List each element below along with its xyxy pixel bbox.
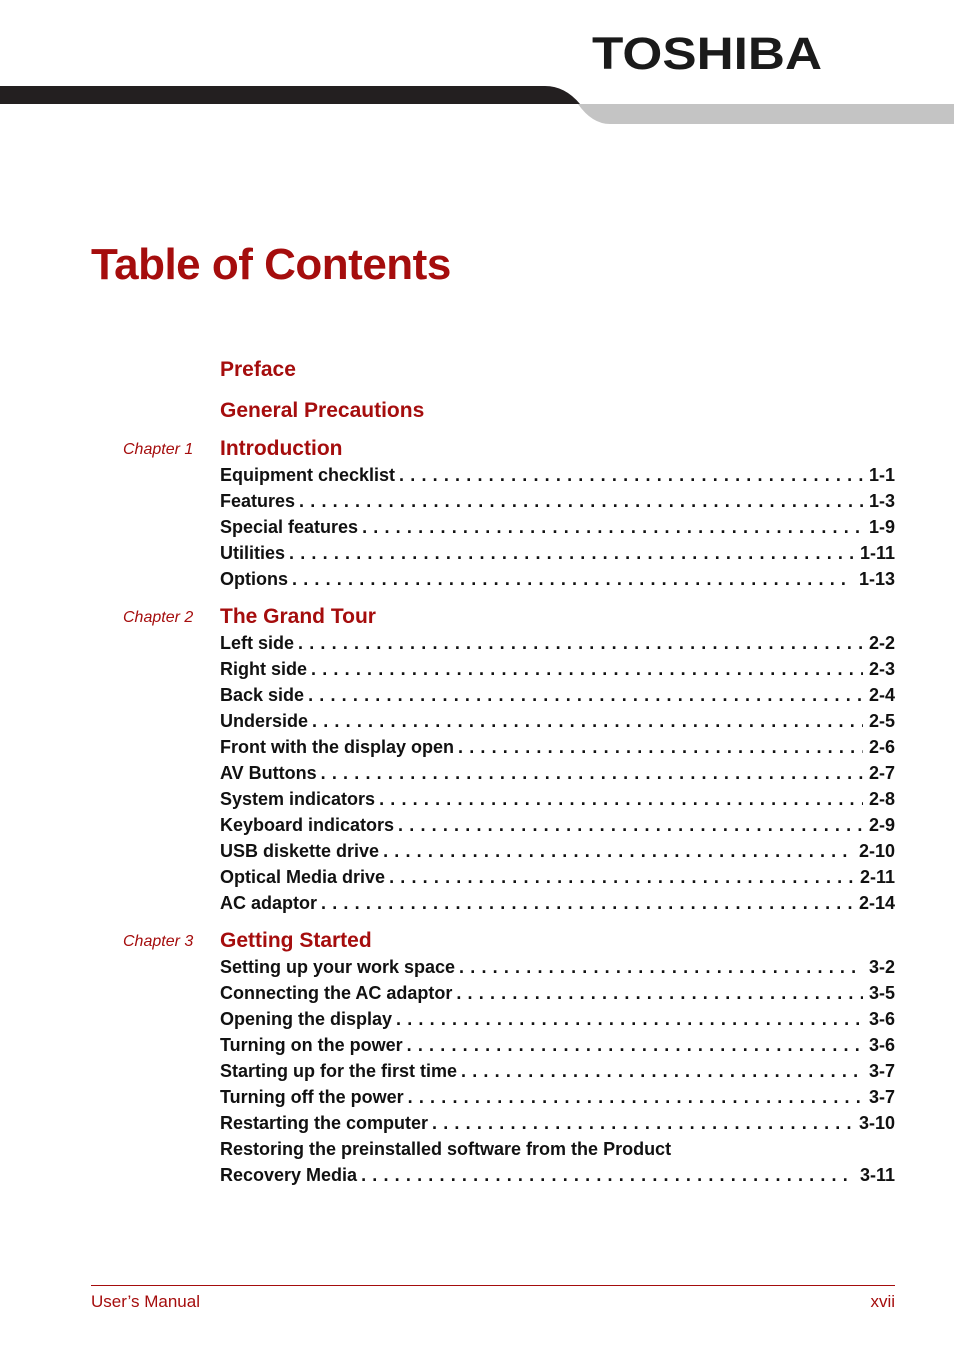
entry-text: Turning off the power xyxy=(220,1087,404,1107)
entry-text: Left side xyxy=(220,633,295,653)
entry-page: 1-3 xyxy=(868,491,895,511)
entry-page: 3-11 xyxy=(859,1165,895,1185)
toshiba-logo xyxy=(592,31,824,75)
toc-entry[interactable] xyxy=(220,734,895,760)
toc-entry[interactable] xyxy=(220,838,895,864)
toc-entry[interactable] xyxy=(220,630,895,656)
entry-text: USB diskette drive xyxy=(220,841,380,861)
entry-text: Utilities xyxy=(220,543,286,563)
toc-entry[interactable] xyxy=(220,682,895,708)
chapter-entries xyxy=(220,954,895,1188)
entry-text: Optical Media drive xyxy=(220,867,386,887)
entry-page: 2-7 xyxy=(868,763,895,783)
entry-text: Special features xyxy=(220,517,359,537)
entry-text: Turning on the power xyxy=(220,1035,403,1055)
dot-leader xyxy=(407,1032,863,1058)
dot-leader xyxy=(321,760,863,786)
toc-entry[interactable] xyxy=(220,708,895,734)
toc-entry[interactable] xyxy=(220,1162,895,1188)
entry-page: 2-9 xyxy=(868,815,895,835)
toc-entry[interactable] xyxy=(220,540,895,566)
entry-text: Features xyxy=(220,491,296,511)
chapter-entries xyxy=(220,630,895,916)
toc-entry[interactable] xyxy=(220,488,895,514)
entry-page: 1-13 xyxy=(858,569,895,589)
entry-page: 1-1 xyxy=(868,465,895,485)
entry-page: 2-4 xyxy=(868,685,895,705)
entry-text: Options xyxy=(220,569,288,589)
entry-text: Equipment checklist xyxy=(220,465,396,485)
entry-page: 2-5 xyxy=(868,711,895,731)
dot-leader xyxy=(379,786,863,812)
entry-page: 3-6 xyxy=(868,1009,895,1029)
entry-text: Restarting the computer xyxy=(220,1113,429,1133)
toc-entry[interactable] xyxy=(220,812,895,838)
toc-entry[interactable] xyxy=(220,566,895,592)
entry-page: 3-5 xyxy=(868,983,895,1003)
dot-leader xyxy=(298,630,863,656)
dot-leader xyxy=(461,1058,863,1084)
dot-leader xyxy=(321,890,853,916)
entry-page: 3-7 xyxy=(868,1087,895,1107)
dot-leader xyxy=(398,812,863,838)
chapter-label: Chapter 3 xyxy=(123,933,194,950)
entry-page: 2-11 xyxy=(859,867,895,887)
entry-page: 3-2 xyxy=(868,957,895,977)
toshiba-logo-text: TOSHIBA xyxy=(592,31,822,75)
toc-entry[interactable] xyxy=(220,890,895,916)
toc-entry[interactable] xyxy=(220,656,895,682)
entry-text: Underside xyxy=(220,711,309,731)
toc-entry[interactable] xyxy=(220,786,895,812)
header-band xyxy=(0,84,954,126)
entry-text: Setting up your work space xyxy=(220,957,456,977)
dot-leader xyxy=(312,708,863,734)
chapter-label: Chapter 1 xyxy=(123,441,194,458)
entry-page: 2-10 xyxy=(858,841,895,861)
dot-leader xyxy=(399,462,863,488)
toc-entry-general-precautions[interactable]: General Precautions xyxy=(220,399,425,422)
entry-page: 3-7 xyxy=(868,1061,895,1081)
dot-leader xyxy=(289,540,854,566)
dot-leader xyxy=(362,514,863,540)
entry-page: 3-10 xyxy=(858,1113,895,1133)
entry-page: 2-2 xyxy=(868,633,895,653)
dot-leader xyxy=(432,1110,853,1136)
dot-leader xyxy=(408,1084,863,1110)
header-bar-dark xyxy=(0,86,580,104)
header-bar-light xyxy=(578,104,954,124)
entry-text: AV Buttons xyxy=(220,763,317,783)
toc-entry[interactable] xyxy=(220,514,895,540)
toc-entry[interactable] xyxy=(220,1058,895,1084)
entry-page: 2-8 xyxy=(868,789,895,809)
dot-leader xyxy=(456,980,863,1006)
entry-text: Front with the display open xyxy=(220,737,454,757)
entry-text: Right side xyxy=(220,659,308,679)
dot-leader xyxy=(458,734,863,760)
entry-text: System indicators xyxy=(220,789,376,809)
toc-entry[interactable] xyxy=(220,980,895,1006)
entry-text-continuation: Recovery Media xyxy=(220,1165,358,1185)
dot-leader xyxy=(311,656,863,682)
toc-entry[interactable] xyxy=(220,864,895,890)
entry-text: AC adaptor xyxy=(220,893,318,913)
dot-leader xyxy=(383,838,853,864)
entry-text: Opening the display xyxy=(220,1009,393,1029)
toc-entry[interactable] xyxy=(220,1006,895,1032)
dot-leader xyxy=(389,864,854,890)
dot-leader xyxy=(308,682,863,708)
toc-entry[interactable] xyxy=(220,1110,895,1136)
toc-entry[interactable] xyxy=(220,954,895,980)
chapter-label: Chapter 2 xyxy=(123,609,194,626)
entry-text: Keyboard indicators xyxy=(220,815,395,835)
toc-entry[interactable] xyxy=(220,1032,895,1058)
chapter-title[interactable]: Introduction xyxy=(220,437,343,460)
toc-entry[interactable] xyxy=(220,1084,895,1110)
toc-entry[interactable] xyxy=(220,462,895,488)
dot-leader xyxy=(292,566,853,592)
dot-leader xyxy=(299,488,863,514)
entry-page: 3-6 xyxy=(868,1035,895,1055)
entry-text: Restoring the preinstalled software from the Product xyxy=(220,1139,672,1159)
entry-page: 1-9 xyxy=(868,517,895,537)
chapter-title[interactable]: The Grand Tour xyxy=(220,605,376,628)
entry-page: 1-11 xyxy=(859,543,895,563)
chapter-entries xyxy=(220,462,895,592)
toc-entry-first-line[interactable] xyxy=(220,1136,895,1162)
entry-text: Starting up for the first time xyxy=(220,1061,458,1081)
entry-text: Connecting the AC adaptor xyxy=(220,983,453,1003)
dot-leader xyxy=(361,1162,854,1188)
dot-leader xyxy=(396,1006,863,1032)
chapter-title[interactable]: Getting Started xyxy=(220,929,372,952)
entry-page: 2-14 xyxy=(858,893,895,913)
toc-entry[interactable] xyxy=(220,760,895,786)
toc-entry-preface[interactable]: Preface xyxy=(220,358,296,381)
dot-leader xyxy=(459,954,863,980)
entry-page: 2-3 xyxy=(868,659,895,679)
footer-manual-label: User’s Manual xyxy=(91,1292,200,1311)
page-title: Table of Contents xyxy=(91,240,451,289)
entry-text: Back side xyxy=(220,685,305,705)
entry-page: 2-6 xyxy=(868,737,895,757)
footer-page-number: xvii xyxy=(870,1292,895,1311)
footer-rule xyxy=(91,1285,895,1286)
